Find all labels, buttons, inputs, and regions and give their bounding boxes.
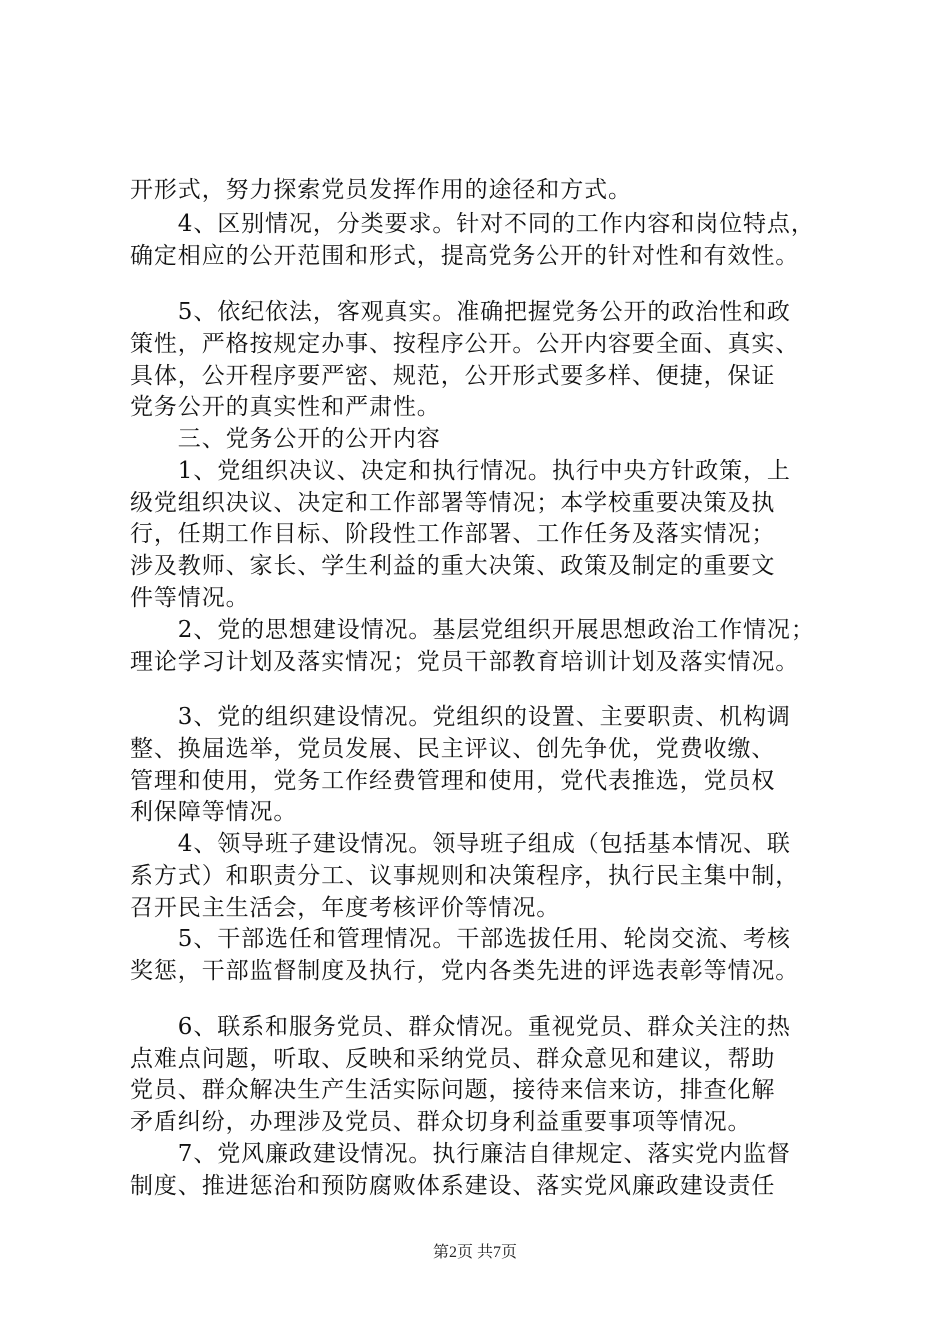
text-line: 矛盾纠纷，办理涉及党员、群众切身利益重要事项等情况。 xyxy=(130,1109,752,1135)
text-line: 奖惩，干部监督制度及执行，党内各类先进的评选表彰等情况。 xyxy=(130,958,800,984)
text-line: 7、党风廉政建设情况。执行廉洁自律规定、落实党内监督 xyxy=(130,1141,791,1167)
text-line: 确定相应的公开范围和形式，提高党务公开的针对性和有效性。 xyxy=(130,243,800,269)
text-line: 开形式，努力探索党员发挥作用的途径和方式。 xyxy=(130,177,632,203)
text-line: 党务公开的真实性和严肃性。 xyxy=(130,394,441,420)
text-line: 4、领导班子建设情况。领导班子组成（包括基本情况、联 xyxy=(130,831,791,857)
text-line: 行，任期工作目标、阶段性工作部署、工作任务及落实情况； xyxy=(130,521,776,547)
text-line: 利保障等情况。 xyxy=(130,799,298,825)
text-line: 6、联系和服务党员、群众情况。重视党员、群众关注的热 xyxy=(130,1014,791,1040)
text-line: 件等情况。 xyxy=(130,585,250,611)
text-line: 系方式）和职责分工、议事规则和决策程序，执行民主集中制， xyxy=(130,863,800,889)
text-line: 5、干部选任和管理情况。干部选拔任用、轮岗交流、考核 xyxy=(130,926,791,952)
text-line: 1、党组织决议、决定和执行情况。执行中央方针政策，上 xyxy=(130,458,791,484)
text-line: 2、党的思想建设情况。基层党组织开展思想政治工作情况； xyxy=(130,617,815,643)
text-line: 党员、群众解决生产生活实际问题，接待来信来访，排查化解 xyxy=(130,1077,776,1103)
text-line: 级党组织决议、决定和工作部署等情况；本学校重要决策及执 xyxy=(130,490,776,516)
text-line: 5、依纪依法，客观真实。准确把握党务公开的政治性和政 xyxy=(130,299,791,325)
text-line: 整、换届选举，党员发展、民主评议、创先争优，党费收缴、 xyxy=(130,736,776,762)
text-line: 3、党的组织建设情况。党组织的设置、主要职责、机构调 xyxy=(130,704,791,730)
text-line: 制度、推进惩治和预防腐败体系建设、落实党风廉政建设责任 xyxy=(130,1173,776,1199)
text-line: 管理和使用，党务工作经费管理和使用，党代表推选，党员权 xyxy=(130,768,776,794)
text-line: 涉及教师、家长、学生利益的重大决策、政策及制定的重要文 xyxy=(130,553,776,579)
text-line: 召开民主生活会，年度考核评价等情况。 xyxy=(130,895,561,921)
text-line: 点难点问题，听取、反映和采纳党员、群众意见和建议，帮助 xyxy=(130,1046,776,1072)
text-line: 4、区别情况，分类要求。针对不同的工作内容和岗位特点， xyxy=(130,211,815,237)
text-line: 策性，严格按规定办事、按程序公开。公开内容要全面、真实、 xyxy=(130,331,800,357)
page-footer: 第2页 共7页 xyxy=(432,1244,517,1261)
text-line: 理论学习计划及落实情况；党员干部教育培训计划及落实情况。 xyxy=(130,649,800,675)
section-heading: 三、党务公开的公开内容 xyxy=(130,426,441,452)
text-line: 具体，公开程序要严密、规范，公开形式要多样、便捷，保证 xyxy=(130,363,776,389)
